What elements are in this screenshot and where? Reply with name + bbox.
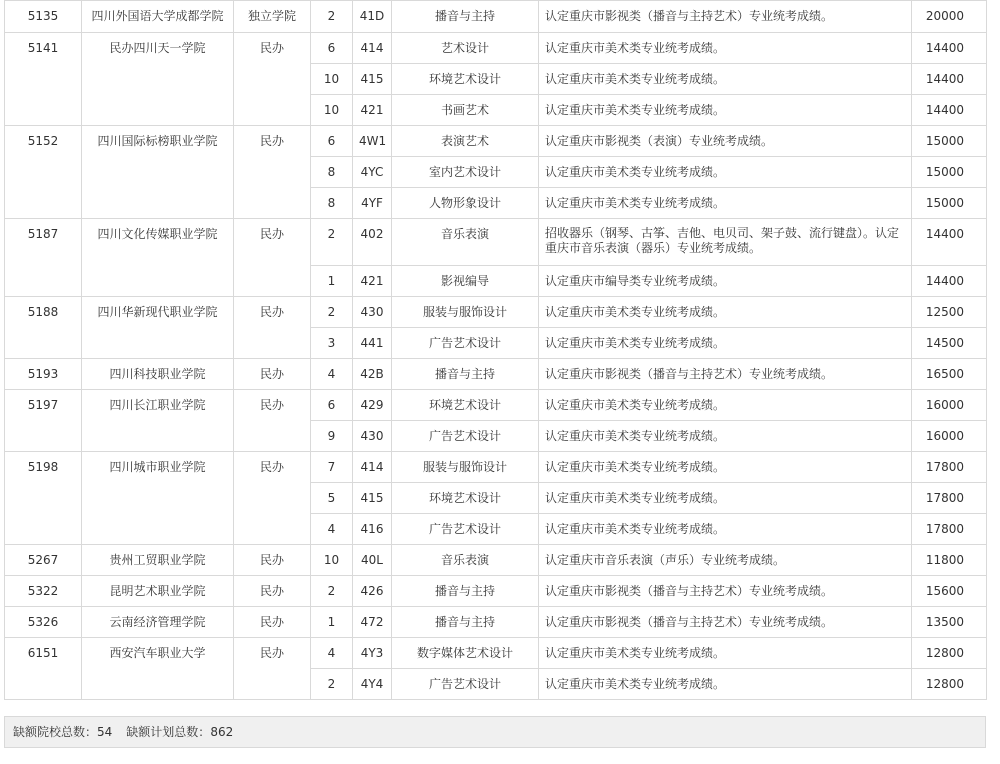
tuition-cell: 14400 [912, 33, 987, 64]
major-code-cell: 414 [353, 452, 392, 483]
tuition-cell: 11800 [912, 545, 987, 576]
tuition-cell: 17800 [912, 452, 987, 483]
major-code-cell: 430 [353, 297, 392, 328]
school-type-cell: 民办 [234, 545, 311, 576]
tuition-cell: 14500 [912, 328, 987, 359]
note-cell: 认定重庆市音乐表演（声乐）专业统考成绩。 [539, 545, 912, 576]
note-cell: 认定重庆市美术类专业统考成绩。 [539, 64, 912, 95]
vacancy-table [4, 0, 987, 700]
major-code-cell: 415 [353, 483, 392, 514]
major-name-cell: 数字媒体艺术设计 [392, 638, 539, 669]
vacancy-schools-label: 缺额院校总数： [13, 725, 98, 739]
major-name-cell: 影视编导 [392, 266, 539, 297]
major-name-cell: 服装与服饰设计 [392, 297, 539, 328]
summary-footer [4, 716, 986, 748]
major-code-cell: 40L [353, 545, 392, 576]
major-name-cell: 书画艺术 [392, 95, 539, 126]
plan-count-cell: 2 [311, 576, 353, 607]
major-code-cell: 4Y3 [353, 638, 392, 669]
table-row [5, 359, 987, 390]
major-name-cell: 广告艺术设计 [392, 514, 539, 545]
school-type-cell: 民办 [234, 126, 311, 219]
table-row [5, 576, 987, 607]
major-name-cell: 室内艺术设计 [392, 157, 539, 188]
major-name-cell: 音乐表演 [392, 545, 539, 576]
plan-count-cell: 5 [311, 483, 353, 514]
school-code-cell: 5152 [5, 126, 82, 219]
school-name-cell: 贵州工贸职业学院 [82, 545, 234, 576]
major-name-cell: 人物形象设计 [392, 188, 539, 219]
school-type-cell: 民办 [234, 297, 311, 359]
major-code-cell: 41D [353, 1, 392, 33]
note-cell: 认定重庆市影视类（播音与主持艺术）专业统考成绩。 [539, 607, 912, 638]
tuition-cell: 17800 [912, 514, 987, 545]
table-row [5, 1, 987, 33]
note-cell: 认定重庆市美术类专业统考成绩。 [539, 157, 912, 188]
vacancy-plan-value: 862 [210, 725, 234, 739]
tuition-cell: 14400 [912, 64, 987, 95]
plan-count-cell: 2 [311, 669, 353, 700]
major-code-cell: 4YF [353, 188, 392, 219]
major-code-cell: 421 [353, 95, 392, 126]
major-code-cell: 441 [353, 328, 392, 359]
table-row [5, 452, 987, 483]
plan-count-cell: 9 [311, 421, 353, 452]
tuition-cell: 14400 [912, 266, 987, 297]
major-name-cell: 环境艺术设计 [392, 390, 539, 421]
major-name-cell: 环境艺术设计 [392, 483, 539, 514]
tuition-cell: 13500 [912, 607, 987, 638]
school-type-cell: 民办 [234, 607, 311, 638]
plan-count-cell: 7 [311, 452, 353, 483]
note-cell: 认定重庆市美术类专业统考成绩。 [539, 33, 912, 64]
plan-count-cell: 2 [311, 1, 353, 33]
tuition-cell: 14400 [912, 219, 987, 266]
school-name-cell: 云南经济管理学院 [82, 607, 234, 638]
major-code-cell: 416 [353, 514, 392, 545]
major-code-cell: 429 [353, 390, 392, 421]
school-type-cell: 民办 [234, 33, 311, 126]
plan-count-cell: 6 [311, 33, 353, 64]
major-name-cell: 服装与服饰设计 [392, 452, 539, 483]
table-row [5, 219, 987, 266]
note-cell: 认定重庆市美术类专业统考成绩。 [539, 452, 912, 483]
table-row [5, 390, 987, 421]
table-row [5, 297, 987, 328]
school-code-cell: 5198 [5, 452, 82, 545]
major-name-cell: 广告艺术设计 [392, 669, 539, 700]
school-type-cell: 民办 [234, 576, 311, 607]
plan-count-cell: 1 [311, 607, 353, 638]
plan-count-cell: 10 [311, 545, 353, 576]
vacancy-table-container [4, 0, 986, 700]
vacancy-schools-value: 54 [97, 725, 113, 739]
note-cell: 认定重庆市美术类专业统考成绩。 [539, 188, 912, 219]
school-code-cell: 5267 [5, 545, 82, 576]
note-cell: 认定重庆市影视类（播音与主持艺术）专业统考成绩。 [539, 1, 912, 33]
school-type-cell: 民办 [234, 390, 311, 452]
school-code-cell: 5197 [5, 390, 82, 452]
major-code-cell: 421 [353, 266, 392, 297]
school-type-cell: 民办 [234, 638, 311, 700]
school-name-cell: 西安汽车职业大学 [82, 638, 234, 700]
major-code-cell: 402 [353, 219, 392, 266]
note-cell: 认定重庆市影视类（播音与主持艺术）专业统考成绩。 [539, 576, 912, 607]
table-row [5, 607, 987, 638]
tuition-cell: 12500 [912, 297, 987, 328]
major-name-cell: 艺术设计 [392, 33, 539, 64]
tuition-cell: 16000 [912, 390, 987, 421]
plan-count-cell: 4 [311, 638, 353, 669]
major-name-cell: 播音与主持 [392, 607, 539, 638]
plan-count-cell: 2 [311, 219, 353, 266]
tuition-cell: 15000 [912, 126, 987, 157]
major-name-cell: 播音与主持 [392, 576, 539, 607]
tuition-cell: 14400 [912, 95, 987, 126]
major-name-cell: 广告艺术设计 [392, 421, 539, 452]
note-cell: 认定重庆市美术类专业统考成绩。 [539, 297, 912, 328]
major-name-cell: 广告艺术设计 [392, 328, 539, 359]
school-type-cell: 民办 [234, 219, 311, 297]
tuition-cell: 20000 [912, 1, 987, 33]
major-code-cell: 42B [353, 359, 392, 390]
plan-count-cell: 6 [311, 390, 353, 421]
school-name-cell: 四川文化传媒职业学院 [82, 219, 234, 297]
major-code-cell: 414 [353, 33, 392, 64]
school-name-cell: 四川国际标榜职业学院 [82, 126, 234, 219]
tuition-cell: 16500 [912, 359, 987, 390]
school-name-cell: 四川长江职业学院 [82, 390, 234, 452]
major-name-cell: 环境艺术设计 [392, 64, 539, 95]
major-code-cell: 472 [353, 607, 392, 638]
tuition-cell: 15000 [912, 188, 987, 219]
plan-count-cell: 4 [311, 514, 353, 545]
school-code-cell: 6151 [5, 638, 82, 700]
note-cell: 认定重庆市美术类专业统考成绩。 [539, 483, 912, 514]
school-code-cell: 5322 [5, 576, 82, 607]
major-code-cell: 415 [353, 64, 392, 95]
school-name-cell: 四川科技职业学院 [82, 359, 234, 390]
note-cell: 认定重庆市影视类（播音与主持艺术）专业统考成绩。 [539, 359, 912, 390]
plan-count-cell: 1 [311, 266, 353, 297]
plan-count-cell: 8 [311, 157, 353, 188]
school-type-cell: 民办 [234, 359, 311, 390]
table-row [5, 638, 987, 669]
school-name-cell: 四川城市职业学院 [82, 452, 234, 545]
note-cell: 认定重庆市美术类专业统考成绩。 [539, 669, 912, 700]
major-code-cell: 430 [353, 421, 392, 452]
plan-count-cell: 2 [311, 297, 353, 328]
school-code-cell: 5135 [5, 1, 82, 33]
table-row [5, 126, 987, 157]
school-code-cell: 5193 [5, 359, 82, 390]
plan-count-cell: 3 [311, 328, 353, 359]
major-code-cell: 4Y4 [353, 669, 392, 700]
note-cell: 认定重庆市美术类专业统考成绩。 [539, 514, 912, 545]
table-row [5, 545, 987, 576]
tuition-cell: 17800 [912, 483, 987, 514]
school-name-cell: 民办四川天一学院 [82, 33, 234, 126]
note-cell: 认定重庆市美术类专业统考成绩。 [539, 328, 912, 359]
tuition-cell: 12800 [912, 669, 987, 700]
tuition-cell: 15600 [912, 576, 987, 607]
school-name-cell: 昆明艺术职业学院 [82, 576, 234, 607]
school-code-cell: 5187 [5, 219, 82, 297]
plan-count-cell: 8 [311, 188, 353, 219]
major-name-cell: 播音与主持 [392, 1, 539, 33]
plan-count-cell: 10 [311, 95, 353, 126]
school-code-cell: 5141 [5, 33, 82, 126]
school-code-cell: 5326 [5, 607, 82, 638]
note-cell: 认定重庆市编导类专业统考成绩。 [539, 266, 912, 297]
major-name-cell: 音乐表演 [392, 219, 539, 266]
note-cell: 认定重庆市美术类专业统考成绩。 [539, 390, 912, 421]
school-code-cell: 5188 [5, 297, 82, 359]
table-row [5, 33, 987, 64]
note-cell: 认定重庆市美术类专业统考成绩。 [539, 95, 912, 126]
major-code-cell: 4W1 [353, 126, 392, 157]
tuition-cell: 12800 [912, 638, 987, 669]
note-cell: 认定重庆市美术类专业统考成绩。 [539, 638, 912, 669]
tuition-cell: 16000 [912, 421, 987, 452]
plan-count-cell: 6 [311, 126, 353, 157]
note-cell: 认定重庆市美术类专业统考成绩。 [539, 421, 912, 452]
note-cell: 招收器乐（钢琴、古筝、吉他、电贝司、架子鼓、流行键盘）。认定重庆市音乐表演（器乐）专业统考成绩。 [539, 219, 912, 266]
school-type-cell: 独立学院 [234, 1, 311, 33]
note-cell: 认定重庆市影视类（表演）专业统考成绩。 [539, 126, 912, 157]
major-code-cell: 4YC [353, 157, 392, 188]
plan-count-cell: 10 [311, 64, 353, 95]
school-type-cell: 民办 [234, 452, 311, 545]
major-name-cell: 播音与主持 [392, 359, 539, 390]
school-name-cell: 四川外国语大学成都学院 [82, 1, 234, 33]
tuition-cell: 15000 [912, 157, 987, 188]
major-code-cell: 426 [353, 576, 392, 607]
plan-count-cell: 4 [311, 359, 353, 390]
major-name-cell: 表演艺术 [392, 126, 539, 157]
school-name-cell: 四川华新现代职业学院 [82, 297, 234, 359]
vacancy-plan-label: 缺额计划总数： [126, 725, 211, 739]
